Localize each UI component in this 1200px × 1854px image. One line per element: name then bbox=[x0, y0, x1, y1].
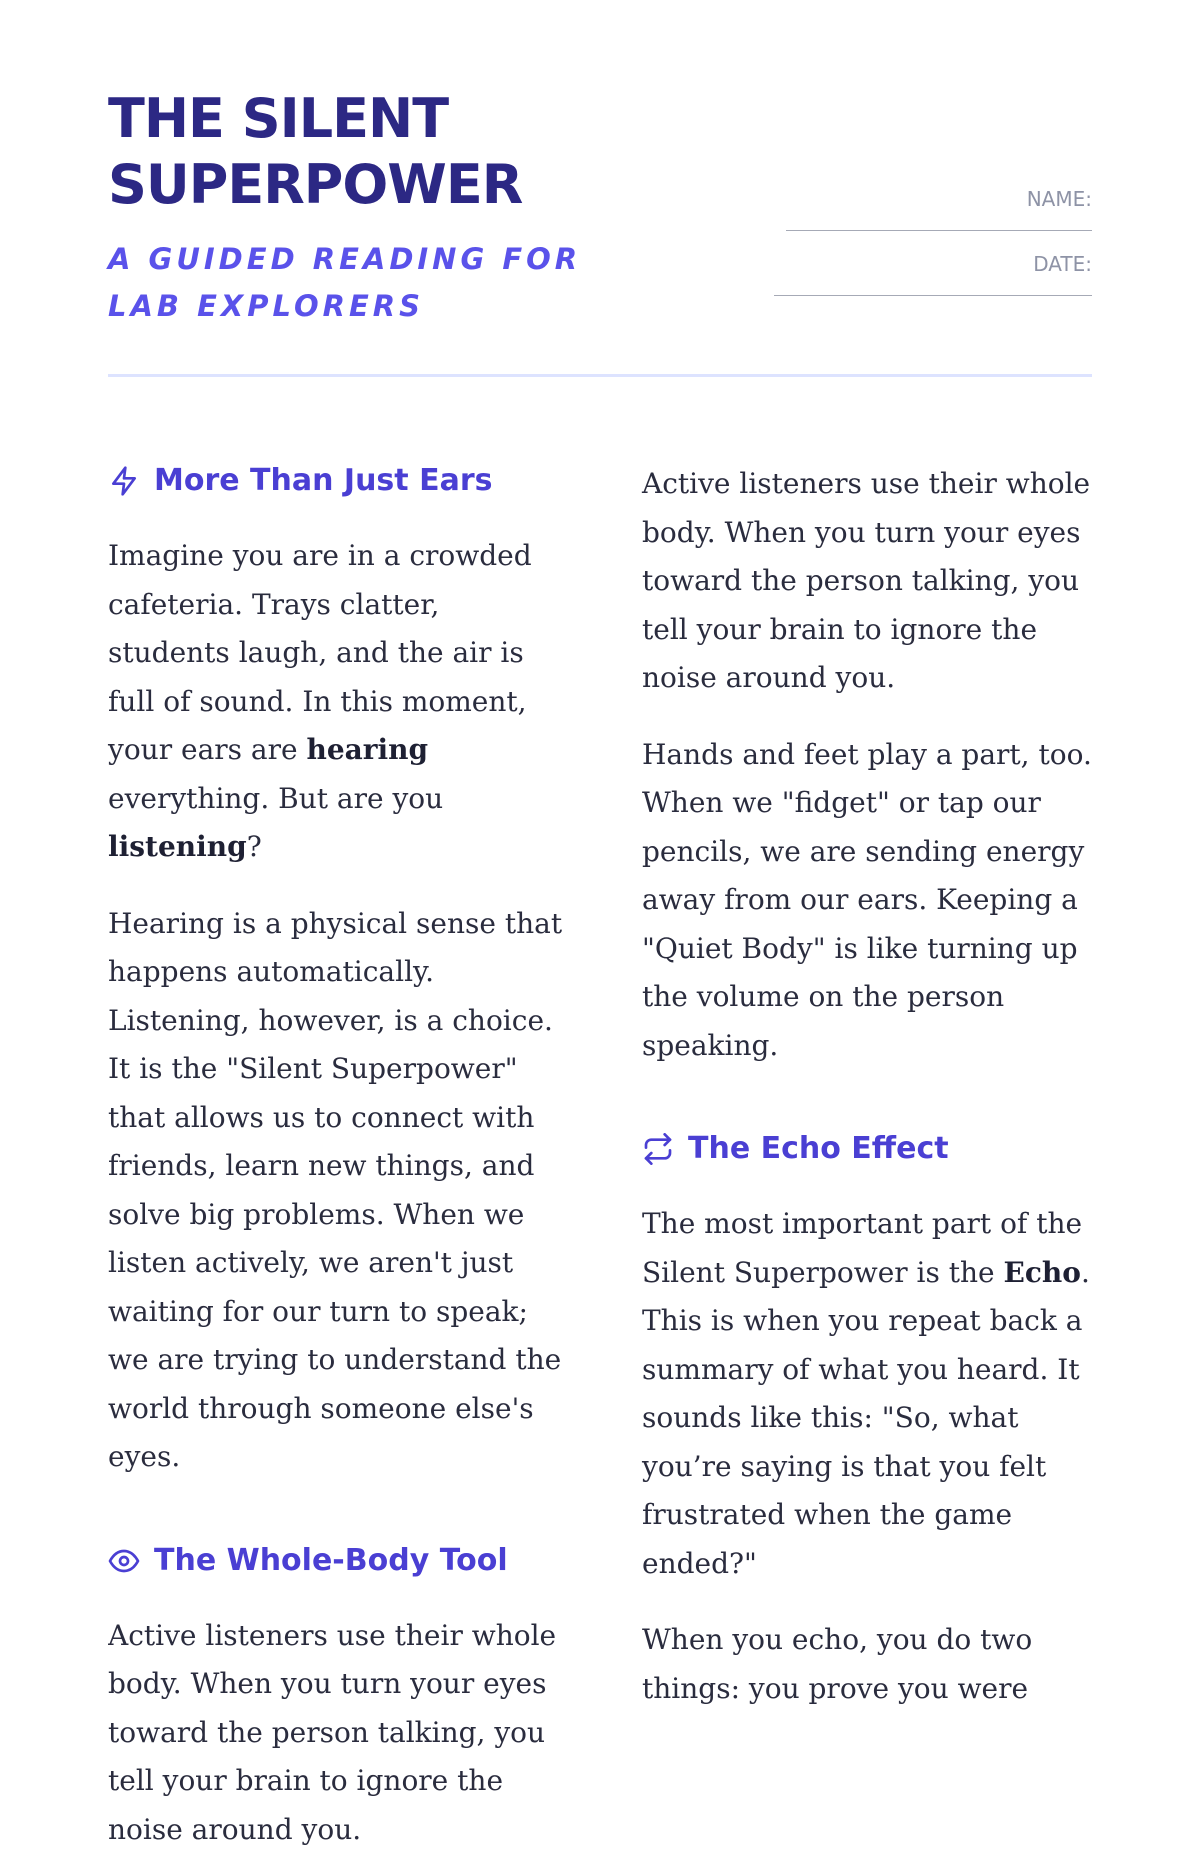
text-run: Imagine you are in a crowded cafeteria. Trays clatter, students laugh, and the air is full of sound. In this moment, your ears are bbox=[108, 539, 532, 766]
paragraph-continued: Active listeners use their whole body. When you turn your eyes toward the person talking, you tell your brain to ignore the noise around you. bbox=[642, 460, 1100, 703]
section-heading-text: The Whole-Body Tool bbox=[154, 1540, 508, 1582]
section-heading-text: More Than Just Ears bbox=[154, 460, 492, 502]
student-info bbox=[774, 186, 1092, 316]
text-run: ? bbox=[247, 830, 262, 863]
paragraph: Active listeners use their whole body. When you turn your eyes toward the person talking, you tell your brain to ignore the noise around you. bbox=[108, 1612, 566, 1854]
name-label: NAME: bbox=[774, 186, 1092, 212]
section-heading-ears bbox=[108, 460, 566, 502]
right-column bbox=[642, 460, 1100, 1713]
lightning-bolt-icon bbox=[108, 465, 140, 497]
repeat-arrows-icon bbox=[642, 1133, 674, 1165]
left-column bbox=[108, 460, 566, 1854]
page-title: THE SILENT SUPERPOWER bbox=[108, 86, 668, 218]
paragraph: When you echo, you do two things: you prove you were bbox=[642, 1616, 1100, 1713]
section-heading-echo bbox=[642, 1128, 1100, 1170]
text-run: . This is when you repeat back a summary of what you heard. It sounds like this: "So, what you’re saying is that you felt frustrated when the game ended?" bbox=[642, 1256, 1090, 1580]
name-blank-line bbox=[786, 230, 1092, 231]
paragraph bbox=[108, 532, 566, 872]
page-subtitle: A GUIDED READING FOR LAB EXPLORERS bbox=[108, 236, 668, 330]
date-blank-line bbox=[774, 295, 1092, 296]
emphasis-hearing: hearing bbox=[306, 733, 428, 766]
paragraph: Hands and feet play a part, too. When we "fidget" or tap our pencils, we are sending energy away from our ears. Keeping a "Quiet Body" is like turning up the volume on the person speaking. bbox=[642, 731, 1100, 1071]
section-heading-text: The Echo Effect bbox=[688, 1128, 949, 1170]
text-run: everything. But are you bbox=[108, 782, 443, 815]
date-label: DATE: bbox=[774, 251, 1092, 277]
eye-icon bbox=[108, 1545, 140, 1577]
text-run: The most important part of the Silent Superpower is the bbox=[642, 1207, 1082, 1289]
section-heading-body bbox=[108, 1540, 566, 1582]
header-divider bbox=[108, 374, 1092, 377]
emphasis-echo: Echo bbox=[1004, 1256, 1081, 1289]
paragraph bbox=[642, 1200, 1100, 1588]
emphasis-listening: listening bbox=[108, 830, 247, 863]
paragraph: Hearing is a physical sense that happens automatically. Listening, however, is a choice. It is the "Silent Superpower" that allows us to connect with friends, learn new things, and solve big problems. When we listen actively, we aren't just waiting for our turn to speak; we are trying to understand the world through someone else's eyes. bbox=[108, 900, 566, 1482]
title-block bbox=[108, 86, 668, 330]
